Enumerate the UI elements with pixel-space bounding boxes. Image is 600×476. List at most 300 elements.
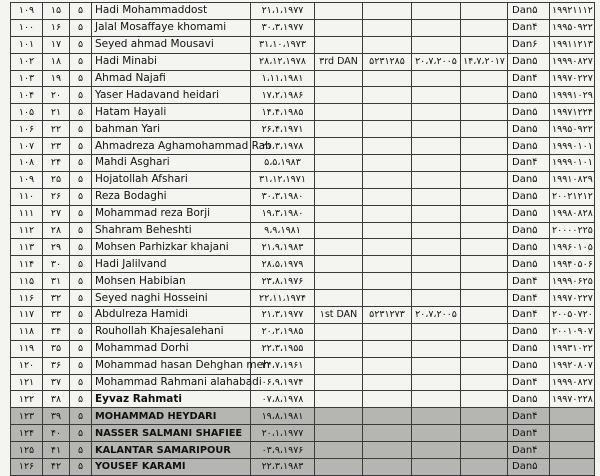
name-cell: Mohammad hasan Dehghan meh	[92, 357, 251, 374]
table-row	[11, 323, 595, 340]
renewal-date-cell	[461, 340, 508, 357]
birthdate-cell: ۲۸،۱۲،۱۹۷۸	[251, 53, 315, 70]
cert-number-cell	[363, 171, 412, 188]
table-row	[11, 222, 595, 239]
sub-number-cell: ۲۲	[43, 121, 70, 138]
renewal-date-cell	[461, 138, 508, 155]
dan-rank-cell: Dan۵	[508, 357, 550, 374]
row-number-cell: ۱۰۳	[11, 70, 43, 87]
cert-number-cell	[363, 36, 412, 53]
dan-rank-cell: Dan۵	[508, 138, 550, 155]
member-code-cell: ۱۹۹۸۰۸۲۸	[550, 205, 595, 222]
dan-rank-cell: Dan۴	[508, 19, 550, 36]
member-code-cell: ۱۹۹۹۰۸۲۷	[550, 374, 595, 391]
table-row	[11, 171, 595, 188]
sub-number-cell: ۳۰	[43, 256, 70, 273]
cert-date-cell	[412, 3, 461, 20]
class-cell: ۵	[70, 374, 92, 391]
cert-dan-cell	[315, 222, 363, 239]
member-code-cell	[550, 442, 595, 459]
birthdate-cell: ۲۱،۳،۱۹۷۸	[251, 138, 315, 155]
renewal-date-cell	[461, 104, 508, 121]
cert-number-cell	[363, 155, 412, 172]
row-number-cell: ۱۰۷	[11, 138, 43, 155]
cert-date-cell	[412, 442, 461, 459]
member-code-cell: ۱۹۹۹۰۱۰۱	[550, 155, 595, 172]
table-row	[11, 3, 595, 20]
renewal-date-cell	[461, 290, 508, 307]
name-cell: Mohsen Parhizkar khajani	[92, 239, 251, 256]
class-cell: ۵	[70, 155, 92, 172]
birthdate-cell: ۲۱،۳،۱۹۷۷	[251, 307, 315, 324]
birthdate-cell: ۱۹،۸،۱۹۸۱	[251, 408, 315, 425]
table-row	[11, 19, 595, 36]
row-number-cell: ۱۱۰	[11, 188, 43, 205]
dan-rank-cell: Dan۵	[508, 323, 550, 340]
renewal-date-cell	[461, 70, 508, 87]
name-cell: Rouhollah Khajesalehani	[92, 323, 251, 340]
cert-dan-cell	[315, 36, 363, 53]
birthdate-cell: ۲۲،۳،۱۹۸۳	[251, 459, 315, 476]
table-row	[11, 442, 595, 459]
birthdate-cell: ۹،۹،۱۹۸۱	[251, 222, 315, 239]
sub-number-cell: ۳۸	[43, 391, 70, 408]
cert-dan-cell	[315, 121, 363, 138]
cert-dan-cell	[315, 155, 363, 172]
cert-date-cell	[412, 256, 461, 273]
birthdate-cell: ۱۴،۴،۱۹۸۵	[251, 104, 315, 121]
renewal-date-cell	[461, 391, 508, 408]
cert-date-cell	[412, 374, 461, 391]
row-number-cell: ۱۱۳	[11, 239, 43, 256]
birthdate-cell: ۳۱،۱۲،۱۹۷۱	[251, 171, 315, 188]
class-cell: ۵	[70, 442, 92, 459]
renewal-date-cell	[461, 205, 508, 222]
name-cell: Mohammad reza Borji	[92, 205, 251, 222]
name-cell: KALANTAR SAMARIPOUR	[92, 442, 251, 459]
sub-number-cell: ۱۵	[43, 3, 70, 20]
table-row	[11, 138, 595, 155]
member-code-cell: ۱۹۹۳۱۰۲۲	[550, 340, 595, 357]
class-cell: ۵	[70, 459, 92, 476]
cert-dan-cell	[315, 459, 363, 476]
dan-rank-cell: Dan۵	[508, 87, 550, 104]
row-number-cell: ۱۲۵	[11, 442, 43, 459]
cert-number-cell	[363, 138, 412, 155]
cert-date-cell	[412, 425, 461, 442]
class-cell: ۵	[70, 239, 92, 256]
cert-dan-cell	[315, 3, 363, 20]
cert-number-cell: ۵۲۳۱۲۸۵	[363, 53, 412, 70]
sub-number-cell: ۲۰	[43, 87, 70, 104]
dan-rank-cell: Dan۴	[508, 70, 550, 87]
renewal-date-cell	[461, 87, 508, 104]
renewal-date-cell	[461, 121, 508, 138]
cert-dan-cell	[315, 391, 363, 408]
cert-number-cell	[363, 273, 412, 290]
cert-number-cell	[363, 256, 412, 273]
birthdate-cell: ۳۱،۱۰،۱۹۷۳	[251, 36, 315, 53]
row-number-cell: ۱۲۰	[11, 357, 43, 374]
cert-dan-cell	[315, 188, 363, 205]
member-code-cell: ۲۰۰۲۱۲۱۲	[550, 188, 595, 205]
cert-dan-cell	[315, 273, 363, 290]
row-number-cell: ۱۲۴	[11, 425, 43, 442]
class-cell: ۵	[70, 3, 92, 20]
class-cell: ۵	[70, 222, 92, 239]
member-code-cell: ۲۰۰۵۰۷۲۰	[550, 307, 595, 324]
birthdate-cell: ۲۳،۸،۱۹۷۶	[251, 273, 315, 290]
member-code-cell: ۱۹۹۵۰۹۲۲	[550, 121, 595, 138]
name-cell: Yaser Hadavand heidari	[92, 87, 251, 104]
member-code-cell: ۱۹۹۹۰۸۲۷	[550, 53, 595, 70]
renewal-date-cell	[461, 222, 508, 239]
birthdate-cell: ۲۴،۷،۱۹۶۱	[251, 357, 315, 374]
dan-rank-cell: Dan۴	[508, 425, 550, 442]
table-row	[11, 459, 595, 476]
cert-number-cell	[363, 357, 412, 374]
row-number-cell: ۱۱۱	[11, 205, 43, 222]
row-number-cell: ۱۲۱	[11, 374, 43, 391]
cert-number-cell	[363, 290, 412, 307]
table-row	[11, 408, 595, 425]
name-cell: Ahmad Najafi	[92, 70, 251, 87]
cert-date-cell: ۲۰،۷،۲۰۰۵	[412, 307, 461, 324]
table-row	[11, 307, 595, 324]
cert-date-cell	[412, 104, 461, 121]
member-code-cell	[550, 425, 595, 442]
class-cell: ۵	[70, 121, 92, 138]
table-row	[11, 53, 595, 70]
name-cell: Mohsen Habibian	[92, 273, 251, 290]
cert-date-cell	[412, 70, 461, 87]
dan-rank-cell: Dan۵	[508, 188, 550, 205]
dan-rank-cell: Dan۵	[508, 459, 550, 476]
birthdate-cell: ۰۶،۹،۱۹۷۴	[251, 374, 315, 391]
name-cell: Mohammad Rahmani alahabadi	[92, 374, 251, 391]
renewal-date-cell	[461, 19, 508, 36]
cert-dan-cell	[315, 19, 363, 36]
cert-date-cell	[412, 222, 461, 239]
dan-rank-cell: Dan۴	[508, 307, 550, 324]
sub-number-cell: ۲۱	[43, 104, 70, 121]
sub-number-cell: ۳۱	[43, 273, 70, 290]
dan-rank-cell: Dan۵	[508, 171, 550, 188]
name-cell: YOUSEF KARAMI	[92, 459, 251, 476]
member-code-cell	[550, 408, 595, 425]
row-number-cell: ۱۱۵	[11, 273, 43, 290]
sub-number-cell: ۳۷	[43, 374, 70, 391]
member-code-cell	[550, 459, 595, 476]
member-code-cell: ۱۹۹۹۰۱۰۱	[550, 138, 595, 155]
cert-number-cell	[363, 391, 412, 408]
name-cell: Ahmadreza Aghamohammad Rab	[92, 138, 251, 155]
sub-number-cell: ۲۴	[43, 155, 70, 172]
sub-number-cell: ۱۸	[43, 53, 70, 70]
sub-number-cell: ۱۷	[43, 36, 70, 53]
sub-number-cell: ۳۵	[43, 340, 70, 357]
name-cell: Eyvaz Rahmati	[92, 391, 251, 408]
sub-number-cell: ۴۱	[43, 442, 70, 459]
cert-date-cell	[412, 205, 461, 222]
roster-table	[10, 2, 595, 476]
renewal-date-cell	[461, 408, 508, 425]
birthdate-cell: ۲۶،۴،۱۹۷۱	[251, 121, 315, 138]
class-cell: ۵	[70, 188, 92, 205]
table-row	[11, 425, 595, 442]
row-number-cell: ۱۰۲	[11, 53, 43, 70]
cert-date-cell	[412, 459, 461, 476]
row-number-cell: ۱۱۶	[11, 290, 43, 307]
row-number-cell: ۱۲۶	[11, 459, 43, 476]
renewal-date-cell	[461, 273, 508, 290]
cert-dan-cell	[315, 256, 363, 273]
cert-dan-cell	[315, 70, 363, 87]
member-code-cell: ۱۹۹۶۰۱۰۵	[550, 239, 595, 256]
cert-dan-cell	[315, 357, 363, 374]
dan-rank-cell: Dan۴	[508, 442, 550, 459]
member-code-cell: ۱۹۹۷۱۲۲۴	[550, 104, 595, 121]
cert-date-cell	[412, 121, 461, 138]
name-cell: Mahdi Asghari	[92, 155, 251, 172]
cert-date-cell	[412, 408, 461, 425]
cert-date-cell: ۲۰،۷،۲۰۰۵	[412, 53, 461, 70]
renewal-date-cell	[461, 425, 508, 442]
name-cell: bahman Yari	[92, 121, 251, 138]
name-cell: Hadi Minabi	[92, 53, 251, 70]
cert-date-cell	[412, 19, 461, 36]
name-cell: Shahram Beheshti	[92, 222, 251, 239]
class-cell: ۵	[70, 205, 92, 222]
renewal-date-cell	[461, 239, 508, 256]
sub-number-cell: ۲۶	[43, 188, 70, 205]
table-row	[11, 155, 595, 172]
member-code-cell: ۱۹۹۲۱۱۱۲	[550, 3, 595, 20]
sub-number-cell: ۴۰	[43, 425, 70, 442]
sub-number-cell: ۲۷	[43, 205, 70, 222]
birthdate-cell: ۲۲،۳،۱۹۵۵	[251, 340, 315, 357]
row-number-cell: ۱۱۸	[11, 323, 43, 340]
row-number-cell: ۱۱۷	[11, 307, 43, 324]
class-cell: ۵	[70, 19, 92, 36]
table-row	[11, 87, 595, 104]
cert-dan-cell	[315, 290, 363, 307]
birthdate-cell: ۲۱،۱،۱۹۷۷	[251, 3, 315, 20]
name-cell: Hojatollah Afshari	[92, 171, 251, 188]
renewal-date-cell	[461, 3, 508, 20]
name-cell: Jalal Mosaffaye khomami	[92, 19, 251, 36]
dan-rank-cell: Dan۵	[508, 256, 550, 273]
member-code-cell: ۱۹۹۴۰۵۰۶	[550, 256, 595, 273]
dan-rank-cell: Dan۵	[508, 104, 550, 121]
class-cell: ۵	[70, 391, 92, 408]
birthdate-cell: ۲۰،۲،۱۹۸۵	[251, 323, 315, 340]
cert-date-cell	[412, 323, 461, 340]
birthdate-cell: ۱۷،۲،۱۹۸۶	[251, 87, 315, 104]
member-code-cell: ۱۹۹۷۰۲۲۷	[550, 70, 595, 87]
table-row	[11, 290, 595, 307]
name-cell: Hadi Jalilvand	[92, 256, 251, 273]
cert-number-cell	[363, 87, 412, 104]
member-code-cell: ۲۰۰۰۰۲۲۵	[550, 222, 595, 239]
dan-rank-cell: Dan۴	[508, 408, 550, 425]
dan-rank-cell: Dan۵	[508, 3, 550, 20]
birthdate-cell: ۵،۵،۱۹۸۳	[251, 155, 315, 172]
class-cell: ۵	[70, 171, 92, 188]
renewal-date-cell	[461, 307, 508, 324]
cert-number-cell	[363, 425, 412, 442]
row-number-cell: ۱۱۲	[11, 222, 43, 239]
name-cell: Seyed ahmad Mousavi	[92, 36, 251, 53]
renewal-date-cell	[461, 188, 508, 205]
birthdate-cell: ۱۹،۳،۱۹۸۰	[251, 205, 315, 222]
dan-rank-cell: Dan۶	[508, 36, 550, 53]
row-number-cell: ۱۰۸	[11, 155, 43, 172]
roster-rows	[11, 3, 595, 476]
table-row	[11, 70, 595, 87]
member-code-cell: ۱۹۹۷۰۲۲۷	[550, 290, 595, 307]
birthdate-cell: ۳۰،۳،۱۹۷۷	[251, 19, 315, 36]
table-row	[11, 374, 595, 391]
cert-dan-cell	[315, 323, 363, 340]
renewal-date-cell	[461, 459, 508, 476]
table-row	[11, 391, 595, 408]
class-cell: ۵	[70, 36, 92, 53]
row-number-cell: ۱۱۹	[11, 340, 43, 357]
row-number-cell: ۱۰۰	[11, 19, 43, 36]
dan-rank-cell: Dan۵	[508, 239, 550, 256]
dan-rank-cell: Dan۵	[508, 121, 550, 138]
cert-dan-cell	[315, 340, 363, 357]
renewal-date-cell	[461, 155, 508, 172]
renewal-date-cell	[461, 171, 508, 188]
cert-number-cell: ۵۲۳۱۲۷۳	[363, 307, 412, 324]
table-row	[11, 256, 595, 273]
roster-sheet	[10, 2, 594, 476]
member-code-cell: ۱۹۹۲۰۸۰۷	[550, 357, 595, 374]
dan-rank-cell: Dan۵	[508, 205, 550, 222]
renewal-date-cell	[461, 374, 508, 391]
cert-number-cell	[363, 374, 412, 391]
sub-number-cell: ۱۶	[43, 19, 70, 36]
dan-rank-cell: Dan۴	[508, 155, 550, 172]
cert-dan-cell	[315, 205, 363, 222]
birthdate-cell: ۲۸،۵،۱۹۷۹	[251, 256, 315, 273]
renewal-date-cell	[461, 323, 508, 340]
birthdate-cell: ۲۱،۹،۱۹۸۳	[251, 239, 315, 256]
member-code-cell: ۱۹۹۵۰۹۲۲	[550, 19, 595, 36]
renewal-date-cell	[461, 442, 508, 459]
row-number-cell: ۱۰۴	[11, 87, 43, 104]
cert-number-cell	[363, 3, 412, 20]
cert-date-cell	[412, 357, 461, 374]
name-cell: Hadi Mohammaddost	[92, 3, 251, 20]
name-cell: NASSER SALMANI SHAFIEE	[92, 425, 251, 442]
class-cell: ۵	[70, 138, 92, 155]
cert-date-cell	[412, 239, 461, 256]
sub-number-cell: ۳۴	[43, 323, 70, 340]
cert-dan-cell	[315, 171, 363, 188]
birthdate-cell: ۳۰،۳،۱۹۸۰	[251, 188, 315, 205]
member-code-cell: ۲۰۰۱۰۹۰۷	[550, 323, 595, 340]
dan-rank-cell: Dan۴	[508, 290, 550, 307]
member-code-cell: ۱۹۹۹۰۶۲۵	[550, 273, 595, 290]
row-number-cell: ۱۰۵	[11, 104, 43, 121]
member-code-cell: ۱۹۹۷۰۲۲۸	[550, 391, 595, 408]
cert-dan-cell	[315, 104, 363, 121]
table-row	[11, 104, 595, 121]
cert-date-cell	[412, 290, 461, 307]
birthdate-cell: ۰۳،۹،۱۹۷۶	[251, 442, 315, 459]
sub-number-cell: ۲۹	[43, 239, 70, 256]
renewal-date-cell	[461, 256, 508, 273]
row-number-cell: ۱۱۴	[11, 256, 43, 273]
class-cell: ۵	[70, 290, 92, 307]
table-row	[11, 239, 595, 256]
cert-date-cell	[412, 188, 461, 205]
class-cell: ۵	[70, 340, 92, 357]
dan-rank-cell: Dan۵	[508, 340, 550, 357]
table-row	[11, 340, 595, 357]
cert-number-cell	[363, 19, 412, 36]
cert-number-cell	[363, 459, 412, 476]
cert-number-cell	[363, 205, 412, 222]
birthdate-cell: ۲۰،۱،۱۹۷۷	[251, 425, 315, 442]
sub-number-cell: ۴۲	[43, 459, 70, 476]
sub-number-cell: ۲۸	[43, 222, 70, 239]
class-cell: ۵	[70, 87, 92, 104]
table-row	[11, 188, 595, 205]
class-cell: ۵	[70, 53, 92, 70]
cert-dan-cell: ۱st DAN	[315, 307, 363, 324]
member-code-cell: ۱۹۹۱۰۸۲۹	[550, 171, 595, 188]
dan-rank-cell: Dan۵	[508, 391, 550, 408]
table-row	[11, 121, 595, 138]
cert-number-cell	[363, 70, 412, 87]
name-cell: Seyed naghi Hosseini	[92, 290, 251, 307]
class-cell: ۵	[70, 425, 92, 442]
table-row	[11, 205, 595, 222]
birthdate-cell: ۱،۱۱،۱۹۸۱	[251, 70, 315, 87]
cert-number-cell	[363, 442, 412, 459]
name-cell: MOHAMMAD HEYDARI	[92, 408, 251, 425]
row-number-cell: ۱۰۹	[11, 171, 43, 188]
dan-rank-cell: Dan۵	[508, 53, 550, 70]
cert-dan-cell: ۳rd DAN	[315, 53, 363, 70]
sub-number-cell: ۲۳	[43, 138, 70, 155]
class-cell: ۵	[70, 408, 92, 425]
row-number-cell: ۱۰۱	[11, 36, 43, 53]
sub-number-cell: ۳۶	[43, 357, 70, 374]
row-number-cell: ۱۰۶	[11, 121, 43, 138]
cert-number-cell	[363, 188, 412, 205]
class-cell: ۵	[70, 70, 92, 87]
cert-number-cell	[363, 239, 412, 256]
cert-number-cell	[363, 104, 412, 121]
sub-number-cell: ۱۹	[43, 70, 70, 87]
renewal-date-cell	[461, 357, 508, 374]
cert-dan-cell	[315, 408, 363, 425]
cert-date-cell	[412, 138, 461, 155]
renewal-date-cell	[461, 36, 508, 53]
cert-dan-cell	[315, 239, 363, 256]
sub-number-cell: ۳۳	[43, 307, 70, 324]
cert-dan-cell	[315, 442, 363, 459]
cert-dan-cell	[315, 87, 363, 104]
cert-dan-cell	[315, 374, 363, 391]
class-cell: ۵	[70, 357, 92, 374]
cert-number-cell	[363, 121, 412, 138]
